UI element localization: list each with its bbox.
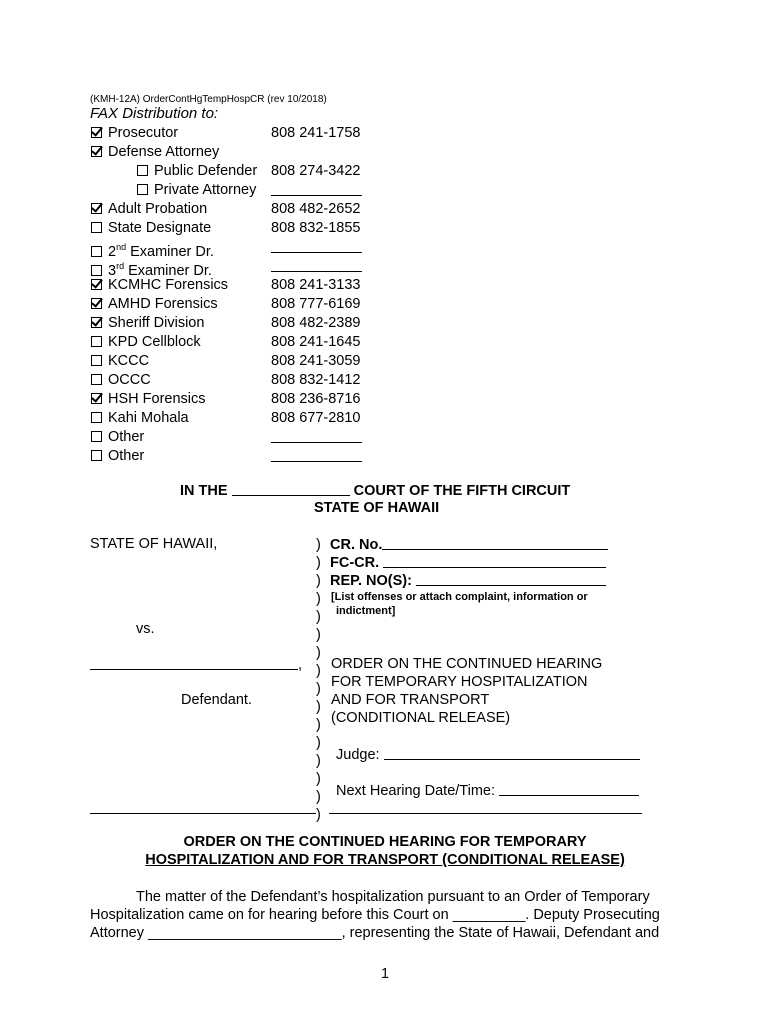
distribution-item [91, 371, 151, 390]
checkbox-icon[interactable] [91, 412, 102, 423]
distribution-label: AMHD Forensics [108, 296, 218, 312]
body-line-2: Hospitalization came on for hearing before this Court on _________. Deputy Prosecuting [90, 907, 660, 923]
order-heading-2: HOSPITALIZATION AND FOR TRANSPORT (CONDITIONAL RELEASE) [145, 852, 625, 868]
judge-line: Judge: [336, 746, 640, 763]
body-line-1: The matter of the Defendant’s hospitalization pursuant to an Order of Temporary [136, 889, 650, 905]
distribution-item [137, 181, 256, 200]
fax-number: 808 677-2810 [271, 410, 361, 426]
next-hearing-line: Next Hearing Date/Time: [336, 782, 639, 799]
court-blank [232, 482, 350, 496]
distribution-item [91, 276, 228, 295]
checkbox-icon[interactable] [137, 165, 148, 176]
court-line-2: STATE OF HAWAII [314, 500, 440, 516]
list-note-2: indictment] [336, 605, 396, 617]
list-note-1: [List offenses or attach complaint, information or [331, 591, 588, 603]
fax-number-blank [271, 181, 362, 202]
checkbox-icon[interactable] [137, 184, 148, 195]
ordinal-suffix: rd [116, 261, 125, 271]
checkbox-icon[interactable] [91, 265, 102, 276]
caption-bottom-line [90, 800, 316, 814]
distribution-label: KCMHC Forensics [108, 277, 229, 293]
fax-number: 808 241-3059 [271, 353, 361, 369]
order-title-1: ORDER ON THE CONTINUED HEARING [331, 656, 603, 672]
fax-number-blank [271, 428, 362, 449]
fax-number: 808 832-1855 [271, 220, 361, 236]
fax-number-blank [271, 238, 362, 259]
checked-box-icon[interactable] [91, 279, 102, 290]
checkbox-icon[interactable] [91, 222, 102, 233]
distribution-item [91, 428, 144, 447]
distribution-item [91, 314, 204, 333]
distribution-label: Adult Probation [108, 201, 208, 217]
fax-distribution-title: FAX Distribution to: [90, 105, 219, 122]
checked-box-icon[interactable] [91, 298, 102, 309]
fax-number: 808 241-3133 [271, 277, 361, 293]
fax-number: 808 241-1645 [271, 334, 361, 350]
next-hearing-underline [329, 800, 642, 814]
order-title-2: FOR TEMPORARY HOSPITALIZATION [331, 674, 588, 690]
distribution-item [137, 162, 257, 181]
distribution-label: HSH Forensics [108, 391, 206, 407]
rep-nos-line: REP. NO(S): [330, 572, 606, 589]
fax-number: 808 241-1758 [271, 125, 361, 141]
distribution-label: 2 [108, 243, 117, 260]
checked-box-icon[interactable] [91, 146, 102, 157]
distribution-item [91, 447, 144, 466]
distribution-label: State Designate [108, 220, 212, 236]
distribution-label: Other [108, 429, 145, 445]
checked-box-icon[interactable] [91, 203, 102, 214]
checkbox-icon[interactable] [91, 450, 102, 461]
order-title-4: (CONDITIONAL RELEASE) [331, 710, 511, 726]
fax-number: 808 832-1412 [271, 372, 361, 388]
distribution-label: Other [108, 448, 145, 464]
distribution-label: Sheriff Division [108, 315, 205, 331]
order-heading-1: ORDER ON THE CONTINUED HEARING FOR TEMPORARY [183, 834, 587, 850]
distribution-item [91, 219, 211, 238]
distribution-item [91, 409, 189, 428]
distribution-item [91, 200, 207, 219]
fax-number: 808 482-2389 [271, 315, 361, 331]
plaintiff: STATE OF HAWAII, [90, 536, 218, 552]
distribution-item [91, 333, 201, 352]
form-id: (KMH-12A) OrderContHgTempHospCR (rev 10/2018) [90, 94, 327, 105]
ordinal-suffix: nd [116, 242, 127, 252]
distribution-item [91, 390, 206, 409]
distribution-label: 3 [108, 262, 117, 279]
page-number: 1 [380, 966, 390, 982]
distribution-item [91, 352, 149, 371]
distribution-label: KPD Cellblock [108, 334, 201, 350]
distribution-label: Private Attorney [154, 182, 257, 198]
fax-number: 808 274-3422 [271, 163, 361, 179]
fax-number: 808 777-6169 [271, 296, 361, 312]
checked-box-icon[interactable] [91, 393, 102, 404]
checkbox-icon[interactable] [91, 431, 102, 442]
vs-label: vs. [136, 621, 155, 637]
cr-no-line: CR. No. [330, 536, 608, 553]
caption-divider: ) ) ) ) ) ) ) ) ) ) ) ) ) ) ) ) [316, 537, 321, 823]
checked-box-icon[interactable] [91, 127, 102, 138]
order-title-3: AND FOR TRANSPORT [331, 692, 490, 708]
fax-number: 808 482-2652 [271, 201, 361, 217]
distribution-label: Defense Attorney [108, 144, 220, 160]
fc-cr-line: FC-CR. [330, 554, 606, 571]
checked-box-icon[interactable] [91, 317, 102, 328]
court-line-1: IN THE COURT OF THE FIFTH CIRCUIT [180, 483, 571, 499]
fax-number-blank [271, 257, 362, 278]
fax-number-blank [271, 447, 362, 468]
fax-number: 808 236-8716 [271, 391, 361, 407]
distribution-label: Prosecutor [108, 125, 179, 141]
distribution-label: KCCC [108, 353, 150, 369]
distribution-label-rest: Examiner Dr. [126, 243, 214, 260]
distribution-label: Kahi Mohala [108, 410, 189, 426]
distribution-label: Public Defender [154, 163, 258, 179]
checkbox-icon[interactable] [91, 246, 102, 257]
distribution-item [91, 124, 178, 143]
distribution-item [91, 143, 219, 162]
defendant-label: Defendant. [181, 692, 252, 708]
checkbox-icon[interactable] [91, 355, 102, 366]
checkbox-icon[interactable] [91, 374, 102, 385]
distribution-label: OCCC [108, 372, 151, 388]
distribution-label-rest: Examiner Dr. [124, 262, 212, 279]
body-line-3: Attorney ________________________, representing the State of Hawaii, Defendant and [90, 925, 660, 941]
distribution-item [91, 295, 218, 314]
checkbox-icon[interactable] [91, 336, 102, 347]
defendant-name-line: , [90, 656, 302, 673]
